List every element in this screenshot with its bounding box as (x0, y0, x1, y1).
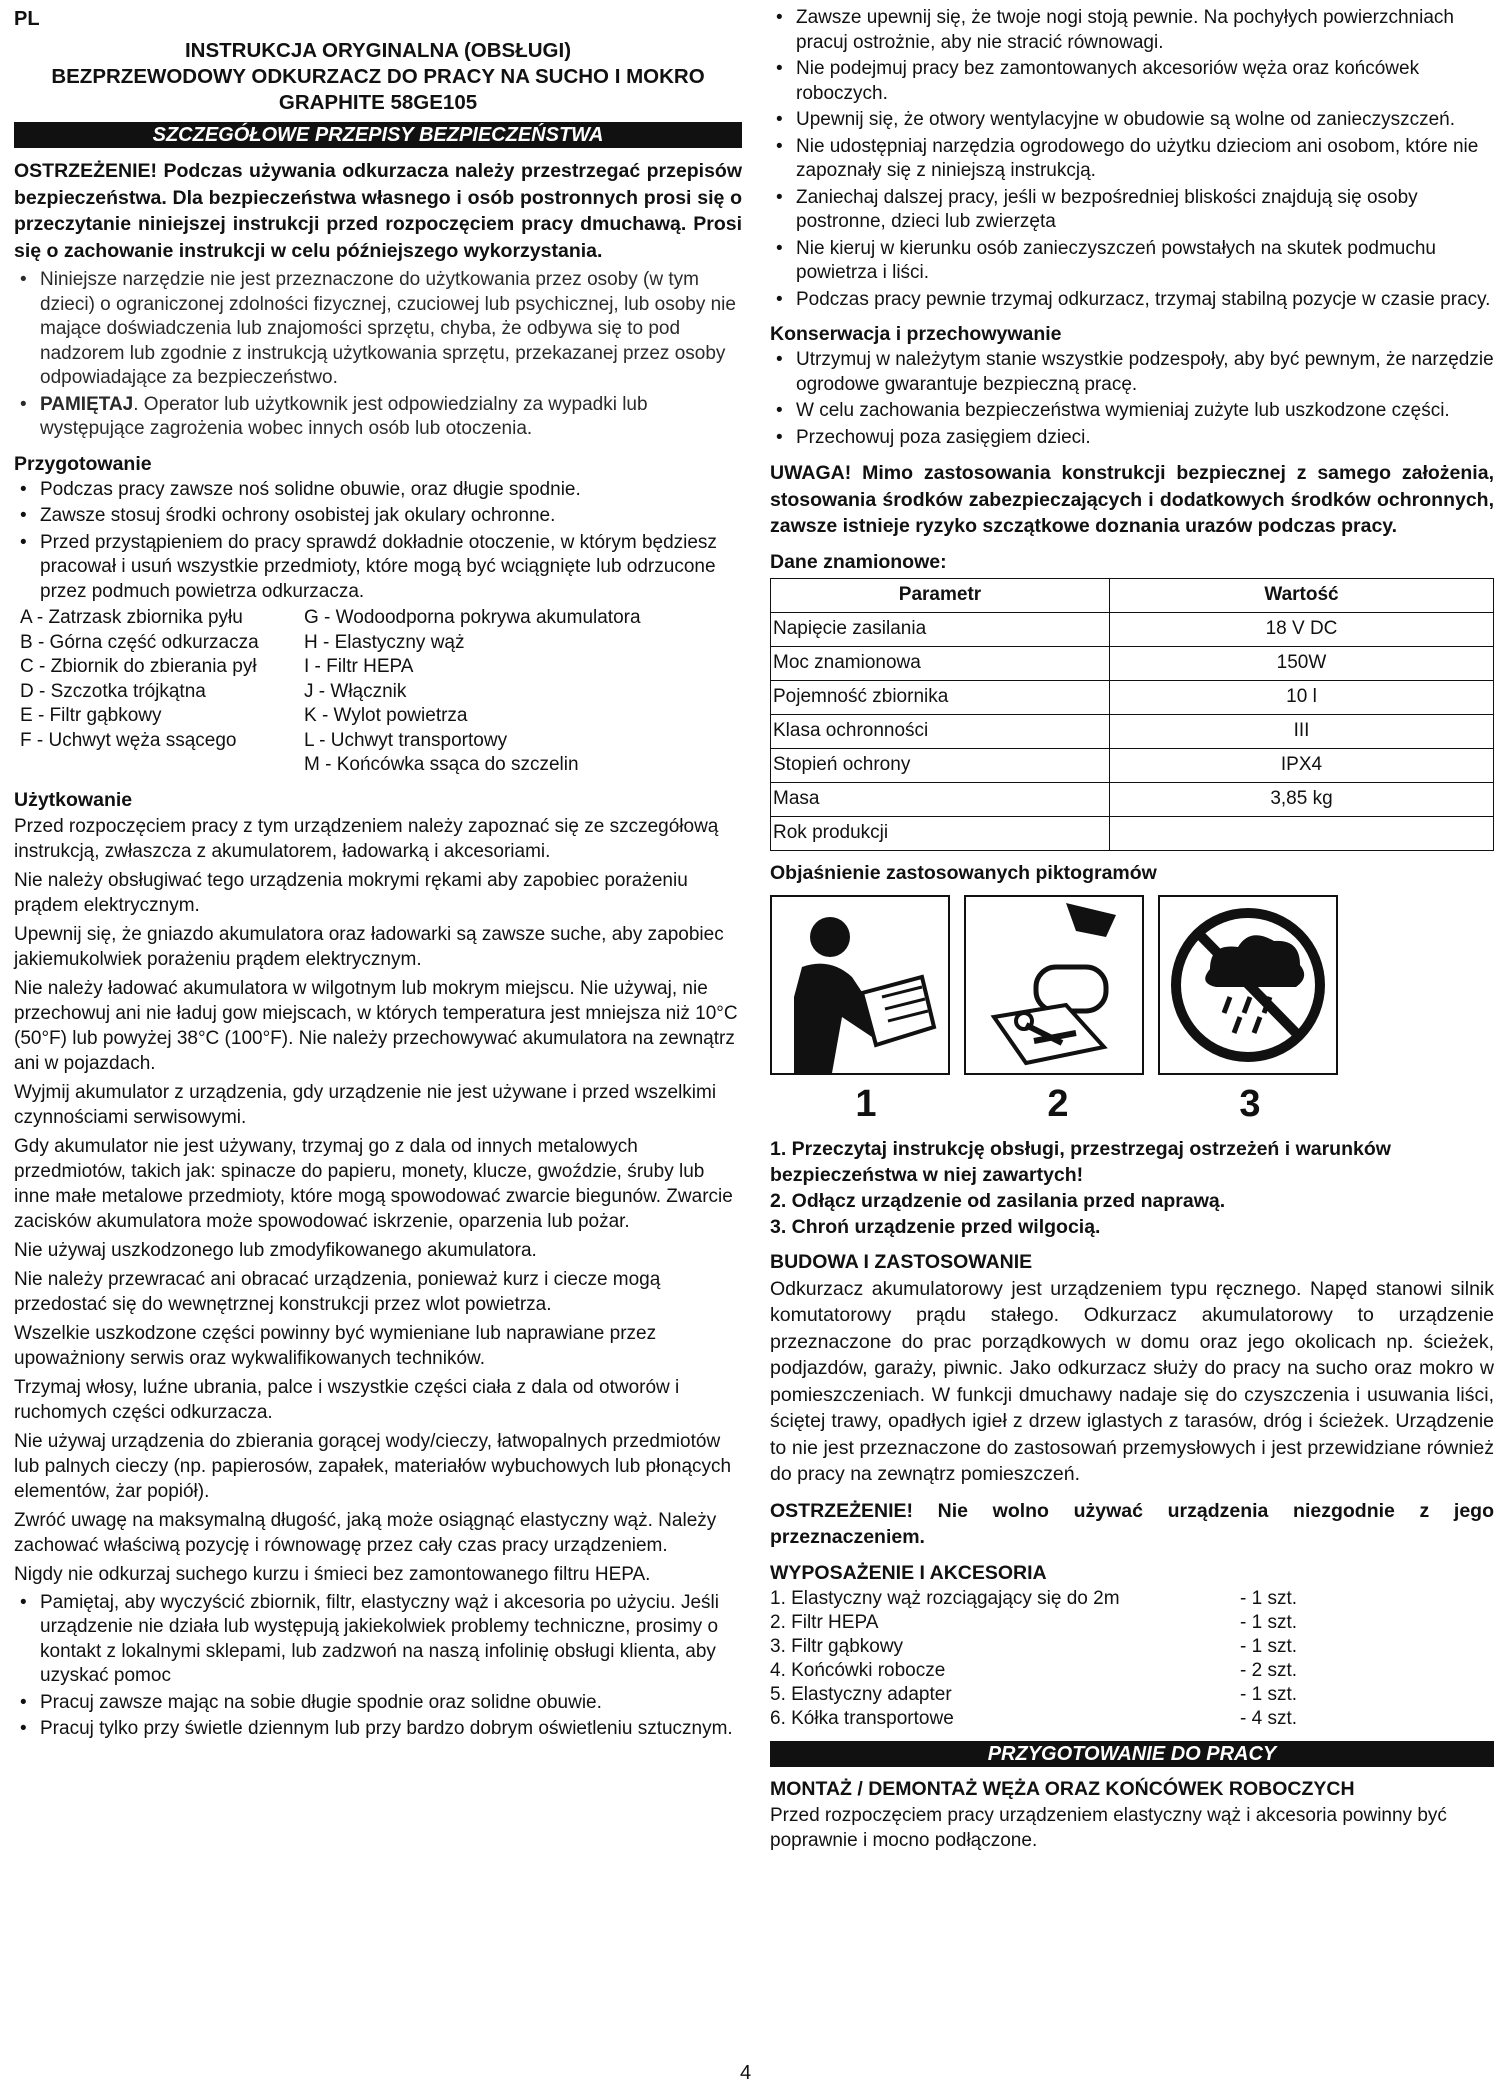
item-qty: - 2 szt. (1240, 1659, 1298, 1681)
list-item: • Zaniechaj dalszej pracy, jeśli w bezpośredniej bliskości znajdują się osoby postronne, dzieci lub zwierzęta (770, 186, 1494, 235)
legend-cell: C - Zbiornik do zbierania pył (20, 656, 257, 677)
remember-text: . Operator lub użytkownik jest odpowiedzialny za wypadki lub występujące zagrożenia wobec innych osób lub otoczenia. (40, 393, 648, 439)
item-qty: - 1 szt. (1240, 1611, 1298, 1633)
table-cell: III (1110, 714, 1494, 748)
table-row (771, 816, 1494, 850)
assembly-heading: MONTAŻ / DEMONTAŻ WĘŻA ORAZ KOŃCÓWEK ROBOCZYCH (770, 1777, 1355, 1800)
item-name: 5. Elastyczny adapter (770, 1683, 952, 1705)
list-item: • Zawsze stosuj środki ochrony osobistej jak okulary ochronne. (14, 504, 742, 529)
table-cell: 10 l (1110, 680, 1494, 714)
usage-paragraph: Wszelkie uszkodzone części powinny być wymieniane lub naprawiane przez upoważniony serwis oraz wykwalifikowanych techników. (14, 1322, 657, 1369)
table-cell: 150W (1110, 646, 1494, 680)
title-line-1: INSTRUKCJA ORYGINALNA (OBSŁUGI) (184, 39, 572, 62)
usage-paragraph: Wyjmij akumulator z urządzenia, gdy urządzenie nie jest używane i przed wszelkimi czynnościami serwisowymi. (14, 1081, 717, 1128)
list-item: • W celu zachowania bezpieczeństwa wymieniaj zużyte lub uszkodzone części. (770, 399, 1494, 424)
legend-cell: D - Szczotka trójkątna (20, 680, 206, 702)
intro-warning-lead: OSTRZEŻENIE! (14, 160, 158, 182)
table-cell: Masa (771, 782, 1110, 816)
equipment-heading: WYPOSAŻENIE I AKCESORIA (770, 1561, 1047, 1584)
read-manual-icon (772, 897, 948, 1073)
list-item: 3. Chroń urządzenie przed wilgocią. (770, 1215, 1101, 1238)
legend-row (20, 704, 641, 729)
legend-row (20, 655, 641, 680)
assembly-text: Przed rozpoczęciem pracy urządzeniem elastyczny wąż i akcesoria powinny być poprawnie i mocno podłączone. (770, 1804, 1447, 1851)
table-row (771, 782, 1494, 816)
page-number: 4 (740, 2062, 752, 2084)
safety-section-bar: SZCZEGÓŁOWE PRZEPISY BEZPIECZEŃSTWA (14, 122, 742, 148)
usage-paragraph: Zwróć uwagę na maksymalną długość, jaką może osiągnąć elastyczny wąż. Należy zachować właściwą pozycję i równowagę przez cały czas pracy urządzeniem. (14, 1509, 717, 1556)
table-cell: Klasa ochronności (771, 714, 1110, 748)
table-row (771, 714, 1494, 748)
table-cell: IPX4 (1110, 748, 1494, 782)
legend-row (20, 753, 641, 778)
list-item: • Nie kieruj w kierunku osób zanieczyszczeń powstałych na skutek podmuchu powietrza i liści. (770, 237, 1494, 286)
table-row (770, 1659, 1297, 1683)
title-line-3: GRAPHITE 58GE105 (278, 91, 478, 114)
table-row (771, 680, 1494, 714)
legend-row (20, 729, 641, 754)
legend-row (20, 606, 641, 631)
item-qty: - 1 szt. (1240, 1587, 1298, 1609)
misuse-warning (770, 1498, 1494, 1551)
list-item: • Przechowuj poza zasięgiem dzieci. (770, 426, 1494, 451)
list-item: • Pracuj tylko przy świetle dziennym lub przy bardzo dobrym oświetleniu sztucznym. (14, 1717, 742, 1742)
list-item: • Nie udostępniaj narzędzia ogrodowego do użytku dzieciom ani osobom, które nie zapoznały się z niniejszą instrukcją. (770, 135, 1494, 184)
list-item: 1. Przeczytaj instrukcję obsługi, przestrzegaj ostrzeżeń i warunków bezpieczeństwa w niej zawartych! (770, 1137, 1391, 1186)
disconnect-power-icon (966, 897, 1142, 1073)
column-header: Wartość (1110, 578, 1494, 612)
no-rain-icon (1160, 897, 1336, 1073)
item-name: 6. Kółka transportowe (770, 1707, 954, 1729)
table-cell: Moc znamionowa (771, 646, 1110, 680)
item-name: 4. Końcówki robocze (770, 1659, 946, 1681)
intro-warning (14, 158, 742, 264)
left-column (14, 38, 742, 1744)
legend-row (20, 631, 641, 656)
pictograms-heading: Objaśnienie zastosowanych piktogramów (770, 861, 1157, 884)
usage-paragraph: Upewnij się, że gniazdo akumulatora oraz ładowarki są zawsze suche, aby zapobiec jakiemukolwiek porażeniu prądem elektrycznym. (14, 923, 724, 970)
list-item: 2. Odłącz urządzenie od zasilania przed naprawą. (770, 1189, 1226, 1212)
equipment-list (770, 1587, 1297, 1731)
table-row (770, 1683, 1297, 1707)
legend-cell: F - Uchwyt węża ssącego (20, 729, 237, 751)
list-item: • Pracuj zawsze mając na sobie długie spodnie oraz solidne obuwie. (14, 1691, 742, 1716)
usage-paragraph: Gdy akumulator nie jest używany, trzymaj go z dala od innych metalowych przedmiotów, takich jak: spinacze do papieru, monety, klucze, gwoździe, śruby lub inne małe metalowe przedmioty, które mogą spowodować zwarcie biegunów. Zwarcie zacisków akumulatora może spowodować iskrzenie, oparzenia lub pożar. (14, 1135, 733, 1232)
list-item: • Podczas pracy pewnie trzymaj odkurzacz, trzymaj stabilną pozycje w czasie pracy. (770, 288, 1494, 313)
prep-section-bar: PRZYGOTOWANIE DO PRACY (770, 1741, 1494, 1767)
legend-cell (20, 753, 304, 778)
legend-cell: G - Wodoodporna pokrywa akumulatora (304, 607, 641, 628)
list-item: • Podczas pracy zawsze noś solidne obuwie, oraz długie spodnie. (14, 478, 742, 503)
misuse-warning-text: Nie wolno używać urządzenia niezgodnie z jego przeznaczeniem. (770, 1499, 1494, 1548)
disconnect-pictogram (964, 895, 1144, 1075)
legend-cell: J - Włącznik (304, 680, 407, 702)
table-cell: Pojemność zbiornika (771, 680, 1110, 714)
usage-paragraph: Przed rozpoczęciem pracy z tym urządzeniem należy zapoznać się ze szczegółową instrukcją, zwłaszcza z akumulatorem, ładowarką i akcesoriami. (14, 815, 719, 862)
item-name: 3. Filtr gąbkowy (770, 1635, 904, 1657)
construction-heading: BUDOWA I ZASTOSOWANIE (770, 1250, 1033, 1273)
list-item: • Pamiętaj, aby wyczyścić zbiornik, filtr, elastyczny wąż i akcesoria po użyciu. Jeśli urządzenie nie działa lub występują jakiekolwiek problemy techniczne, prosimy o kontakt z lokalnymi sklepami, lub zadzwoń na naszą infolinię obsługi klienta, aby uzyskać pomoc (14, 1591, 742, 1689)
usage-paragraph: Nie używaj urządzenia do zbierania gorącej wody/cieczy, łatwopalnych przedmiotów lub palnych cieczy (np. papierosów, zapałek, materiałów wybuchowych lub płonących elementów, żar popiół). (14, 1430, 732, 1502)
list-item (14, 393, 742, 442)
protect-moisture-pictogram (1158, 895, 1338, 1075)
remember-lead: PAMIĘTAJ (40, 393, 134, 415)
column-header: Parametr (771, 578, 1110, 612)
legend-cell: L - Uchwyt transportowy (304, 729, 508, 751)
legend-cell: E - Filtr gąbkowy (20, 705, 162, 726)
table-row (770, 1635, 1297, 1659)
pictogram-number: 1 (855, 1082, 877, 1125)
pictogram-number: 3 (1239, 1082, 1261, 1125)
table-cell: 3,85 kg (1110, 782, 1494, 816)
table-cell (1110, 816, 1494, 850)
right-column (770, 6, 1494, 1857)
parts-legend (20, 606, 641, 778)
table-row (771, 612, 1494, 646)
usage-paragraph: Trzymaj włosy, luźne ubrania, palce i wszystkie części ciała z dala od otworów i ruchomych części odkurzacza. (14, 1376, 680, 1423)
intro-bullet-list (14, 268, 742, 442)
item-name: 1. Elastyczny wąż rozciągający się do 2m (770, 1587, 1120, 1609)
residual-risk-lead: UWAGA! (770, 462, 852, 484)
legend-cell: I - Filtr HEPA (304, 656, 414, 677)
list-item: • Zawsze upewnij się, że twoje nogi stoją pewnie. Na pochyłych powierzchniach pracuj ostrożnie, aby nie stracić równowagi. (770, 6, 1494, 55)
maintenance-bullet-list (770, 348, 1494, 450)
usage-paragraphs (14, 814, 742, 1587)
legend-cell: H - Elastyczny wąż (304, 631, 465, 653)
residual-risk-text: Mimo zastosowania konstrukcji bezpiecznej z samego założenia, stosowania środków zabezpieczających i dodatkowych środków ochronnych, zawsze istnieje ryzyko szczątkowe doznania urazów podczas pracy. (770, 462, 1494, 537)
table-row (770, 1611, 1297, 1635)
prep-bullet-list (14, 478, 742, 605)
maintenance-heading: Konserwacja i przechowywanie (770, 323, 1062, 345)
misuse-warning-lead: OSTRZEŻENIE! (770, 1499, 914, 1522)
construction-text: Odkurzacz akumulatorowy jest urządzeniem typu ręcznego. Napęd stanowi silnik komutatorowy prądu stałego. Odkurzacz akumulatorowy to urządzenie przeznaczone do prac porządkowych w domu oraz jego okolicach np. ścieżek, podjazdów, garaży, piwnic. Jako odkurzacz służy do pracy na sucho oraz mokro w pomieszczeniach. W funkcji dmuchawy nadaje się do czyszczenia i usuwania liści, ściętej trawy, opadłych igieł z drzew iglastych z tarasów, dróg i ścieżek. Urządzenie to nie jest przeznaczone do zastosowań przemysłowych i jest przewidziane również do pracy na zewnątrz pomieszczeń. (770, 1277, 1494, 1485)
title-line-2: BEZPRZEWODOWY ODKURZACZ DO PRACY NA SUCHO I MOKRO (51, 65, 705, 88)
item-qty: - 4 szt. (1240, 1707, 1298, 1729)
usage-paragraph: Nie należy przewracać ani obracać urządzenia, ponieważ kurz i ciecze mogą przedostać się do wewnętrznej konstrukcji przez wlot powietrza. (14, 1268, 661, 1315)
document-title (14, 38, 742, 116)
item-qty: - 1 szt. (1240, 1683, 1298, 1705)
table-cell: Stopień ochrony (771, 748, 1110, 782)
list-item: • Upewnij się, że otwory wentylacyjne w obudowie są wolne od zanieczyszczeń. (770, 108, 1494, 133)
prep-heading: Przygotowanie (14, 452, 152, 475)
item-name: 2. Filtr HEPA (770, 1611, 879, 1633)
language-tag: PL (14, 8, 40, 30)
list-item: • Utrzymuj w należytym stanie wszystkie podzespoły, aby być pewnym, że narzędzie ogrodowe gwarantuje bezpieczną pracę. (770, 348, 1494, 397)
list-item: • Przed przystąpieniem do pracy sprawdź dokładnie otoczenie, w którym będziesz pracował i usuń wszystkie przedmioty, które mogą być wciągnięte lub odrzucone przez podmuch powietrza odkurzacza. (14, 531, 742, 605)
legend-cell: M - Końcówka ssąca do szczelin (304, 754, 579, 775)
legend-cell: A - Zatrzask zbiornika pyłu (20, 607, 243, 628)
intro-warning-text: Podczas używania odkurzacza należy przestrzegać przepisów bezpieczeństwa. Dla bezpieczeństwa własnego i osób postronnych prosi się o przeczytanie niniejszej instrukcji przed rozpoczęciem pracy dmuchawą. Prosi się o zachowanie instrukcji w celu późniejszego wykorzystania. (14, 160, 742, 262)
usage-paragraph: Nigdy nie odkurzaj suchego kurzu i śmieci bez zamontowanego filtru HEPA. (14, 1563, 651, 1585)
table-row (770, 1707, 1297, 1731)
pictogram-explanations (770, 1136, 1494, 1240)
residual-risk-warning (770, 460, 1494, 540)
item-qty: - 1 szt. (1240, 1635, 1298, 1657)
legend-row (20, 680, 641, 705)
read-manual-pictogram (770, 895, 950, 1075)
list-item: • Niniejsze narzędzie nie jest przeznaczone do użytkowania przez osoby (w tym dzieci) o ograniczonej zdolności fizycznej, czuciowej lub psychicznej, lub osoby nie mające doświadczenia lub znajomości sprzętu, chyba, że odbywa się to pod nadzorem lub zgodnie z instrukcją użytkowania sprzętu, przekazanej przez osoby odpowiadające za bezpieczeństwo. (14, 268, 742, 391)
table-row (771, 748, 1494, 782)
usage-paragraph: Nie używaj uszkodzonego lub zmodyfikowanego akumulatora. (14, 1239, 537, 1261)
table-row (770, 1587, 1297, 1611)
rating-heading: Dane znamionowe: (770, 550, 947, 573)
table-cell: Napięcie zasilania (771, 612, 1110, 646)
table-cell: Rok produkcji (771, 816, 1110, 850)
legend-cell: B - Górna część odkurzacza (20, 631, 259, 653)
table-row (771, 646, 1494, 680)
pictogram-number: 2 (1047, 1082, 1069, 1125)
table-cell: 18 V DC (1110, 612, 1494, 646)
table-header-row (771, 578, 1494, 612)
pictogram-row (770, 895, 1494, 1075)
pictogram-numbers (770, 1083, 1494, 1126)
usage-paragraph: Nie należy ładować akumulatora w wilgotnym lub mokrym miejscu. Nie używaj, nie przechowuj ani nie ładuj gow miejscach, w których temperatura jest mniejsza niż 10°C (50°F) lub powyżej 38°C (100°F). Nie należy przechowywać akumulatora na zewnątrz ani w pojazdach. (14, 977, 738, 1074)
usage-paragraph: Nie należy obsługiwać tego urządzenia mokrymi rękami aby zapobiec porażeniu prądem elektrycznym. (14, 869, 688, 916)
safety-bullet-list (770, 6, 1494, 312)
usage-heading: Użytkowanie (14, 788, 133, 811)
rating-table (770, 578, 1494, 851)
legend-cell: K - Wylot powietrza (304, 705, 468, 726)
list-item: • Nie podejmuj pracy bez zamontowanych akcesoriów węża oraz końcówek roboczych. (770, 57, 1494, 106)
usage-bullet-list (14, 1591, 742, 1742)
